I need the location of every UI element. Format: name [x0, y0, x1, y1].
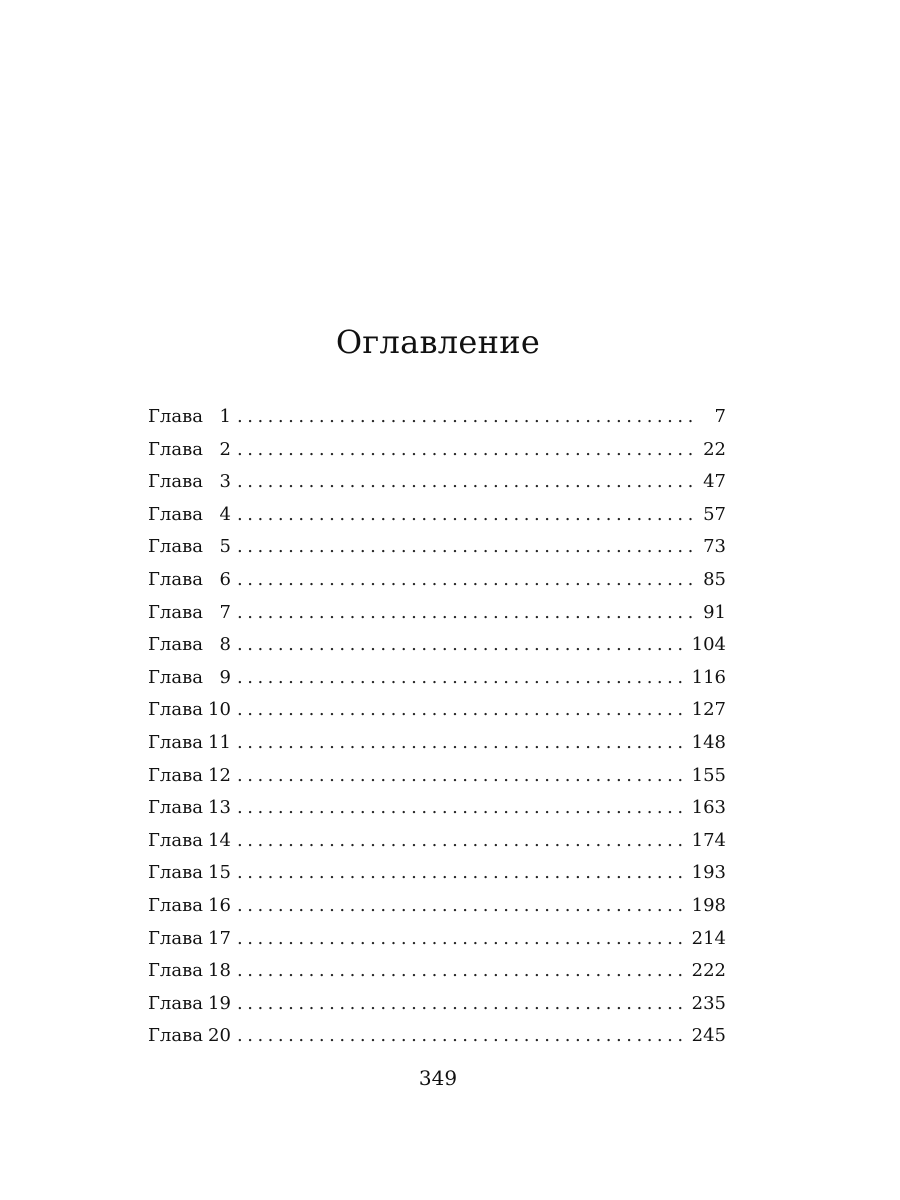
toc-entry[interactable] — [148, 792, 726, 825]
toc-entry-number: 20 — [208, 1025, 231, 1047]
toc-entry-chapter-label: Глава — [148, 894, 203, 916]
toc-entry-number: 18 — [208, 960, 231, 982]
toc-entry-chapter-label: Глава — [148, 438, 203, 460]
toc-entry-chapter-label: Глава — [148, 992, 203, 1014]
toc-entry[interactable] — [148, 434, 726, 467]
toc-entry[interactable] — [148, 988, 726, 1021]
toc-entry-page: 222 — [691, 960, 726, 982]
toc-entry[interactable] — [148, 890, 726, 923]
toc-entry-number: 19 — [208, 992, 231, 1014]
toc-entry-chapter-label: Глава — [148, 634, 203, 656]
toc-entry-number: 17 — [208, 927, 231, 949]
toc-entry-number: 6 — [219, 568, 231, 590]
dot-leader — [237, 629, 688, 662]
toc-entry-chapter-label: Глава — [148, 829, 203, 851]
toc-entry[interactable] — [148, 662, 726, 695]
toc-entry-number: 4 — [219, 503, 231, 525]
toc-entry-page: 198 — [691, 894, 726, 916]
toc-entry-chapter-label: Глава — [148, 503, 203, 525]
toc-entry[interactable] — [148, 629, 726, 662]
toc-entry-chapter-label: Глава — [148, 601, 203, 623]
toc-entry[interactable] — [148, 727, 726, 760]
toc-entry-page: 148 — [691, 731, 726, 753]
toc-entry-chapter-label: Глава — [148, 471, 203, 493]
toc-entry-page: 47 — [703, 471, 726, 493]
dot-leader — [237, 531, 692, 564]
toc-entry-chapter-label: Глава — [148, 960, 203, 982]
dot-leader — [237, 792, 688, 825]
toc-entry-page: 235 — [691, 992, 726, 1014]
toc-entry-page: 163 — [691, 797, 726, 819]
dot-leader — [237, 597, 692, 630]
toc-entry[interactable] — [148, 955, 726, 988]
dot-leader — [237, 662, 688, 695]
toc-entry-number: 16 — [208, 894, 231, 916]
toc-entry[interactable] — [148, 923, 726, 956]
toc-entry-page: 245 — [691, 1025, 726, 1047]
dot-leader — [237, 923, 688, 956]
dot-leader — [237, 434, 692, 467]
dot-leader — [237, 564, 692, 597]
toc-entry[interactable] — [148, 825, 726, 858]
toc-entry-page: 214 — [691, 927, 726, 949]
page-number: 349 — [418, 1066, 458, 1090]
toc-entry-chapter-label: Глава — [148, 406, 203, 427]
toc-entry-page: 73 — [703, 536, 726, 558]
toc-entry-chapter-label: Глава — [148, 797, 203, 819]
toc-entry[interactable] — [148, 1020, 726, 1053]
toc-entry-page: 174 — [691, 829, 726, 851]
toc-entry[interactable] — [148, 597, 726, 630]
toc-entry[interactable] — [148, 760, 726, 793]
toc-entry-chapter-label: Глава — [148, 568, 203, 590]
dot-leader — [237, 857, 688, 890]
toc-entry[interactable] — [148, 564, 726, 597]
toc-entry[interactable] — [148, 857, 726, 890]
toc-entry-chapter-label: Глава — [148, 699, 203, 721]
toc-entry-number: 8 — [219, 634, 231, 656]
toc-entry[interactable] — [148, 466, 726, 499]
toc-list — [148, 401, 726, 1053]
dot-leader — [237, 694, 688, 727]
toc-entry-page: 22 — [703, 438, 726, 460]
toc-entry-number: 13 — [208, 797, 231, 819]
toc-entry-number: 5 — [219, 536, 231, 558]
dot-leader — [237, 760, 688, 793]
toc-entry-page: 127 — [691, 699, 726, 721]
dot-leader — [237, 466, 692, 499]
dot-leader — [237, 1020, 688, 1053]
toc-entry-number: 15 — [208, 862, 231, 884]
toc-entry-page: 104 — [691, 634, 726, 656]
toc-entry[interactable] — [148, 694, 726, 727]
toc-entry-page: 7 — [714, 406, 726, 427]
toc-entry-page: 57 — [703, 503, 726, 525]
toc-entry-number: 1 — [219, 406, 231, 427]
dot-leader — [237, 825, 688, 858]
toc-entry[interactable] — [148, 401, 726, 434]
dot-leader — [237, 890, 688, 923]
dot-leader — [237, 955, 688, 988]
toc-entry-number: 7 — [219, 601, 231, 623]
toc-entry[interactable] — [148, 499, 726, 532]
toc-title: Оглавление — [335, 323, 541, 361]
toc-entry-chapter-label: Глава — [148, 536, 203, 558]
toc-entry-chapter-label: Глава — [148, 927, 203, 949]
toc-entry-number: 2 — [219, 438, 231, 460]
toc-entry-page: 116 — [691, 666, 726, 688]
toc-entry-chapter-label: Глава — [148, 862, 203, 884]
toc-entry-number: 3 — [219, 471, 231, 493]
toc-entry-chapter-label: Глава — [148, 764, 203, 786]
dot-leader — [237, 988, 688, 1021]
toc-entry-page: 193 — [691, 862, 726, 884]
dot-leader — [237, 727, 688, 760]
toc-entry-chapter-label: Глава — [148, 1025, 203, 1047]
dot-leader — [237, 401, 692, 434]
toc-entry-number: 10 — [208, 699, 231, 721]
toc-entry-number: 14 — [208, 829, 231, 851]
toc-entry-chapter-label: Глава — [148, 731, 203, 753]
toc-entry-number: 9 — [219, 666, 231, 688]
toc-entry-chapter-label: Глава — [148, 666, 203, 688]
toc-entry-page: 85 — [703, 568, 726, 590]
toc-entry-page: 91 — [703, 601, 726, 623]
dot-leader — [237, 499, 692, 532]
toc-entry[interactable] — [148, 531, 726, 564]
toc-entry-number: 12 — [208, 764, 231, 786]
toc-entry-number: 11 — [208, 731, 231, 753]
toc-entry-page: 155 — [691, 764, 726, 786]
